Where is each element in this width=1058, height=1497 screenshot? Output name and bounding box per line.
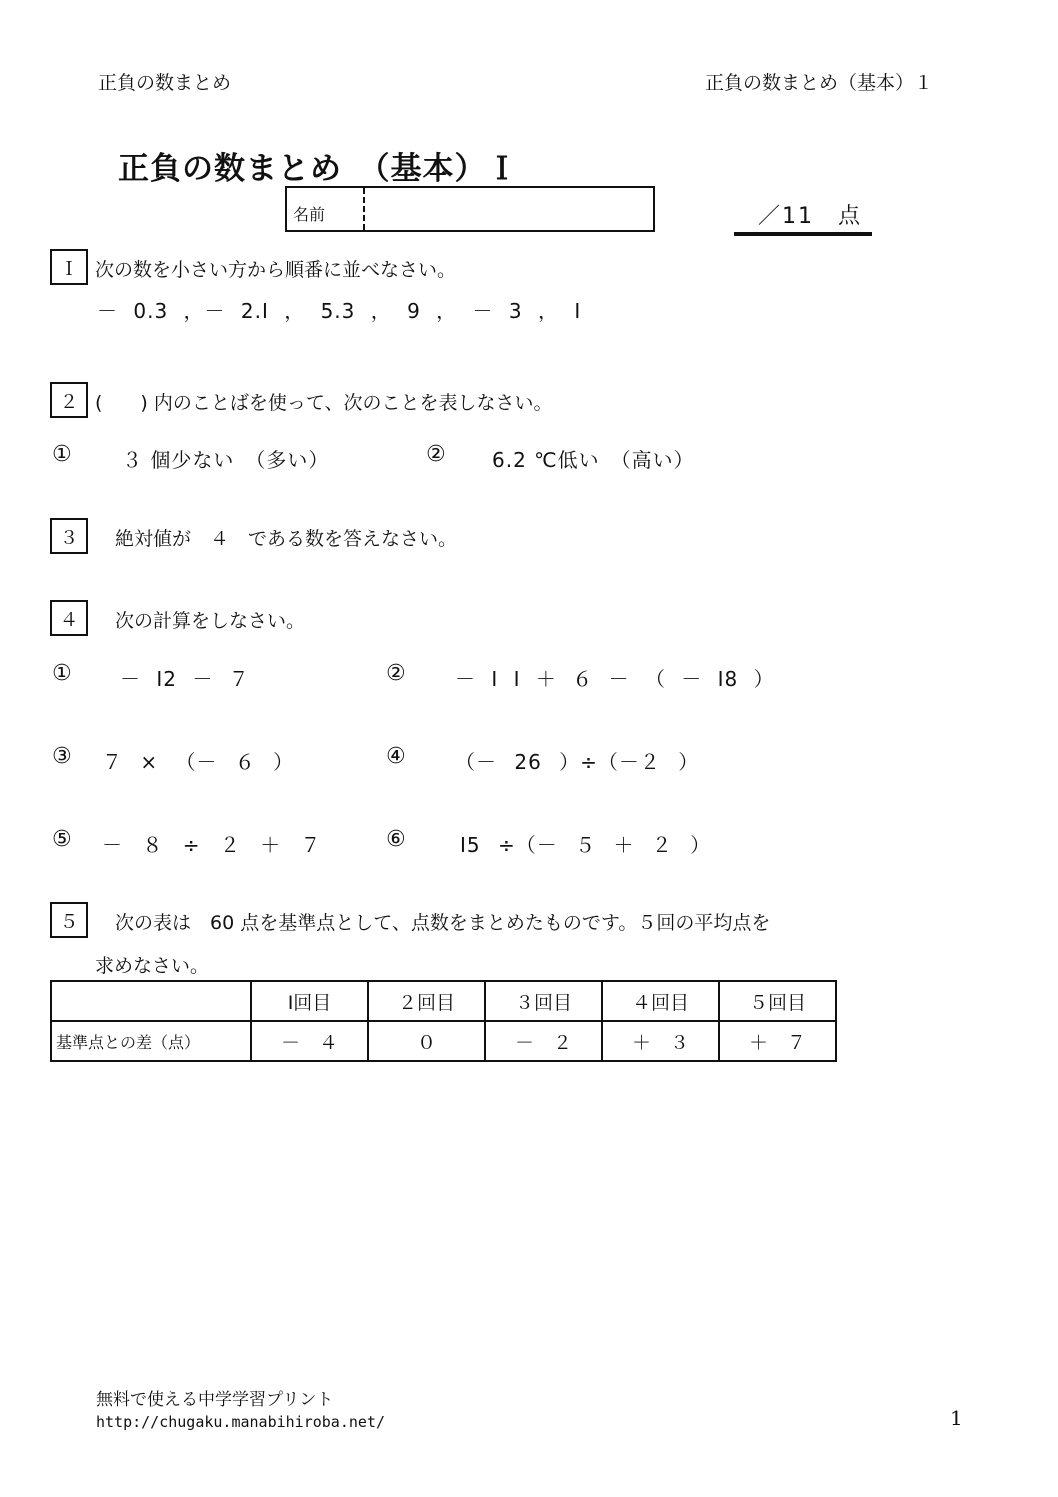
score-underline <box>734 232 872 236</box>
table-cell: － ２ <box>485 1021 602 1061</box>
q2-item-2-text: 6.2 ℃低い （高い） <box>492 448 695 472</box>
question-4-text: 次の計算をしなさい。 <box>115 610 306 632</box>
table-header-cell <box>51 981 251 1021</box>
q4-item-6-mark: ⑥ <box>386 827 406 852</box>
q2-item-1-mark: ① <box>52 442 72 467</box>
header-right: 正負の数まとめ（基本）１ <box>705 72 934 94</box>
header-left: 正負の数まとめ <box>98 72 232 94</box>
q4-item-1-text: － I2 － ７ <box>120 667 250 691</box>
table-header-cell: ２回目 <box>368 981 485 1021</box>
name-field[interactable] <box>285 186 655 232</box>
table-header-cell: ５回目 <box>719 981 836 1021</box>
q4-item-5-mark: ⑤ <box>52 827 72 852</box>
q4-item-3-text: ７ × （－ ６ ） <box>102 750 295 774</box>
q4-item-1-mark: ① <box>52 661 72 686</box>
question-number-3: ３ <box>50 518 88 554</box>
q4-item-3-mark: ③ <box>52 744 72 769</box>
table-cell: ＋ ３ <box>602 1021 719 1061</box>
q4-item-6-text: I5 ÷（－ ５ ＋ ２ ） <box>460 833 712 857</box>
name-label: 名前 <box>293 205 326 224</box>
page-number: 1 <box>950 1406 963 1430</box>
question-number-5: ５ <box>50 902 88 938</box>
q4-item-5-text: － ８ ÷ ２ ＋ ７ <box>102 833 322 857</box>
question-1-text: 次の数を小さい方から順番に並べなさい。 <box>95 259 457 281</box>
table-row <box>51 1021 836 1061</box>
question-3-text: 絶対値が ４ である数を答えなさい。 <box>115 528 458 550</box>
table-row-label: 基準点との差（点） <box>51 1021 251 1061</box>
score-table <box>50 980 837 1062</box>
table-header-cell: ４回目 <box>602 981 719 1021</box>
question-number-4: ４ <box>50 600 88 636</box>
table-header-cell: I回目 <box>251 981 368 1021</box>
name-separator <box>363 188 365 230</box>
question-5-text-line1: 次の表は 60 点を基準点として、点数をまとめたものです。５回の平均点を <box>115 912 771 934</box>
question-1-numbers: － 0.3 ，－ 2.I ， 5.3 ， 9 ， － 3 ， I <box>97 299 582 323</box>
question-number-2: ２ <box>50 382 88 418</box>
footer-site-name: 無料で使える中学学習プリント <box>96 1390 334 1410</box>
page-title: 正負の数まとめ （基本）Ｉ <box>118 151 519 187</box>
table-cell: － ４ <box>251 1021 368 1061</box>
question-5-text-line2: 求めなさい。 <box>95 955 210 977</box>
q2-item-1-text: ３ 個少ない （多い） <box>122 448 330 472</box>
table-cell: ＋ ７ <box>719 1021 836 1061</box>
question-number-1: Ｉ <box>50 249 88 285</box>
table-header-cell: ３回目 <box>485 981 602 1021</box>
table-cell: ０ <box>368 1021 485 1061</box>
footer-url[interactable]: http://chugaku.manabihiroba.net/ <box>96 1413 385 1431</box>
question-2-text: ( ) 内のことばを使って、次のことを表しなさい。 <box>95 392 553 414</box>
q4-item-2-mark: ② <box>386 661 406 686</box>
table-header-row <box>51 981 836 1021</box>
q4-item-4-mark: ④ <box>386 744 406 769</box>
q4-item-2-text: － I I ＋ ６ － （ － I8 ） <box>455 667 775 691</box>
q4-item-4-text: （－ 26 ）÷（－２ ） <box>455 750 700 774</box>
q2-item-2-mark: ② <box>426 442 446 467</box>
score-total: ／11 点 <box>758 204 862 229</box>
